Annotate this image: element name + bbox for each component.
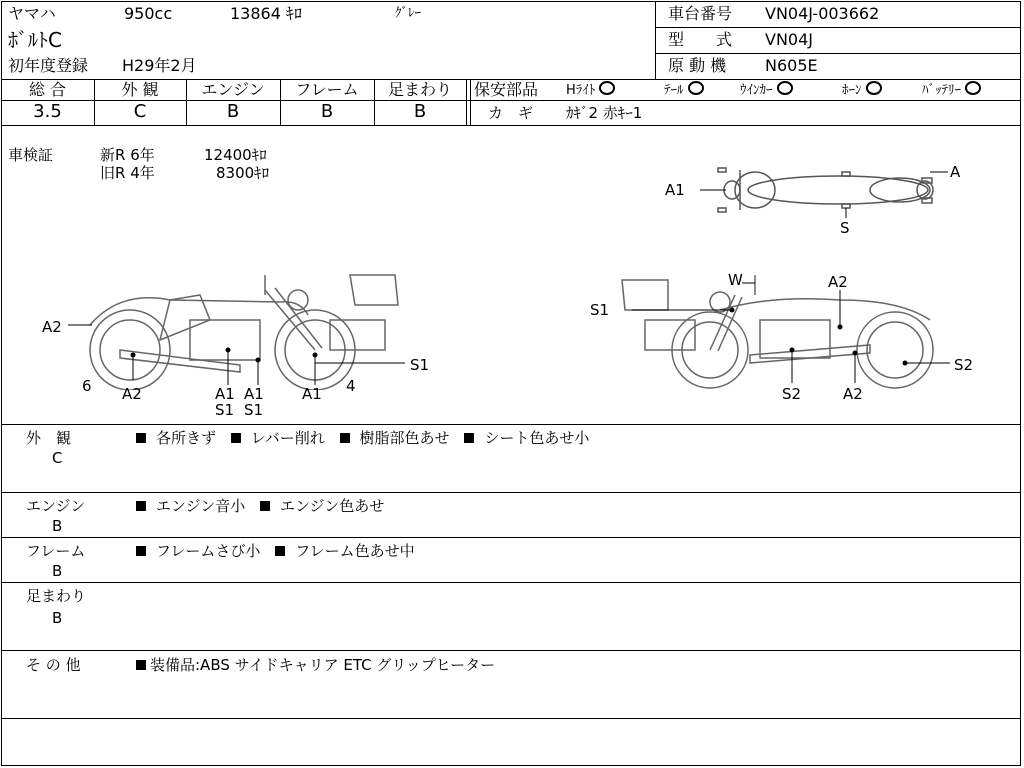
inspection-new-label: 新R 6年 <box>100 146 155 164</box>
diag-label: A <box>950 163 961 181</box>
header-line <box>655 53 1021 54</box>
color: ｸﾞﾚｰ <box>395 6 421 21</box>
grade-value-engine: B <box>226 101 240 122</box>
key-label: カ ギ <box>488 104 534 122</box>
model-name: ﾎﾞﾙﾄC <box>8 28 62 52</box>
safety-item-headlight: Hﾗｲﾄ <box>566 81 615 101</box>
section-label-suspension: 足まわり <box>26 587 87 605</box>
chassis-value: VN04J-003662 <box>765 4 880 23</box>
grade-bottom-line <box>1 125 1021 126</box>
grade-value-overall: 3.5 <box>33 101 62 122</box>
left-side-diagram <box>60 260 440 390</box>
diag-label: A2 <box>42 318 62 336</box>
grade-label-exterior: 外 観 <box>121 80 159 99</box>
bullet-square-icon <box>275 546 285 556</box>
diag-label: S1 <box>590 301 610 319</box>
maker: ヤマハ <box>8 4 56 23</box>
section-line <box>1 424 1021 425</box>
bullet-square-icon <box>464 433 474 443</box>
section-grade-exterior: C <box>52 449 63 467</box>
engine-label: 原 動 機 <box>668 56 727 75</box>
inspection-label: 車検証 <box>8 146 54 164</box>
grade-value-suspension: B <box>413 101 427 122</box>
bullet-square-icon <box>231 433 241 443</box>
diag-label: 6 <box>82 377 92 395</box>
diag-label: 4 <box>346 377 356 395</box>
grade-label-suspension: 足まわり <box>387 80 452 99</box>
section-line <box>1 650 1021 651</box>
header-line <box>655 27 1021 28</box>
grade-divider <box>470 79 471 125</box>
header-divider <box>655 1 656 79</box>
displacement: 950cc <box>124 4 173 23</box>
mileage: 13864 ｷﾛ <box>230 4 302 23</box>
top-view-diagram <box>700 160 960 220</box>
first-reg-label: 初年度登録 <box>8 56 89 75</box>
grade-label-engine: エンジン <box>201 80 265 99</box>
engine-value: N605E <box>765 56 818 75</box>
comments-exterior: 各所きず レバー削れ 樹脂部色あせ シート色あせ小 <box>136 428 589 448</box>
first-reg-value: H29年2月 <box>122 56 197 75</box>
diag-label: A2 <box>843 385 863 403</box>
ok-circle-icon <box>777 81 793 95</box>
inspection-old-label: 旧R 4年 <box>100 164 155 182</box>
key-value: ｶｷﾞ2 赤ｷｰ1 <box>566 104 643 122</box>
comments-engine: エンジン音小 エンジン色あせ <box>136 496 384 516</box>
safety-item-tail: ﾃｰﾙ <box>664 81 704 101</box>
grade-value-exterior: C <box>133 101 147 122</box>
section-line <box>1 582 1021 583</box>
type-label: 型 式 <box>668 30 733 49</box>
section-label-frame: フレーム <box>26 542 86 560</box>
bullet-square-icon <box>136 660 146 670</box>
diag-label: W <box>728 271 743 289</box>
safety-item-winker: ｳｲﾝｶｰ <box>740 81 793 101</box>
bullet-square-icon <box>340 433 350 443</box>
type-value: VN04J <box>765 30 813 49</box>
diag-label: S2 <box>782 385 802 403</box>
diag-label: S1 <box>244 401 264 419</box>
section-label-other: そ の 他 <box>26 656 81 674</box>
bullet-square-icon <box>260 501 270 511</box>
diag-label: A1 <box>665 181 685 199</box>
grade-value-frame: B <box>320 101 334 122</box>
right-side-diagram <box>610 265 960 390</box>
comments-other: 装備品:ABS サイドキャリア ETC グリップヒーター <box>136 655 495 675</box>
section-grade-frame: B <box>52 562 63 580</box>
inspection-new-price: 12400ｷﾛ <box>204 146 267 164</box>
diag-label: S <box>840 219 850 237</box>
safety-item-battery: ﾊﾞｯﾃﾘｰ <box>922 81 981 101</box>
section-line <box>1 718 1021 719</box>
section-label-exterior: 外 観 <box>26 429 72 447</box>
bullet-square-icon <box>136 433 146 443</box>
section-line <box>1 537 1021 538</box>
diag-label: S1 <box>410 356 430 374</box>
grade-divider <box>466 79 467 125</box>
diag-label: S1 <box>215 401 235 419</box>
diag-label: A1 <box>215 385 235 403</box>
safety-item-horn: ﾎｰﾝ <box>842 81 882 101</box>
ok-circle-icon <box>866 81 882 95</box>
ok-circle-icon <box>688 81 704 95</box>
section-grade-suspension: B <box>52 609 63 627</box>
bullet-square-icon <box>136 501 146 511</box>
grade-label-frame: フレーム <box>295 80 359 99</box>
section-label-engine: エンジン <box>26 497 86 515</box>
diag-label: A2 <box>828 273 848 291</box>
comments-frame: フレームさび小 フレーム色あせ中 <box>136 541 415 561</box>
diag-label: A1 <box>302 385 322 403</box>
chassis-label: 車台番号 <box>668 4 733 23</box>
diag-label: A2 <box>122 385 142 403</box>
safety-label: 保安部品 <box>474 80 539 99</box>
section-line <box>1 492 1021 493</box>
section-grade-engine: B <box>52 517 63 535</box>
diag-label: S2 <box>954 356 974 374</box>
diag-label: A1 <box>244 385 264 403</box>
ok-circle-icon <box>965 81 981 95</box>
ok-circle-icon <box>599 81 615 95</box>
bullet-square-icon <box>136 546 146 556</box>
grade-label-overall: 総 合 <box>28 80 67 99</box>
inspection-old-price: 8300ｷﾛ <box>216 164 270 182</box>
